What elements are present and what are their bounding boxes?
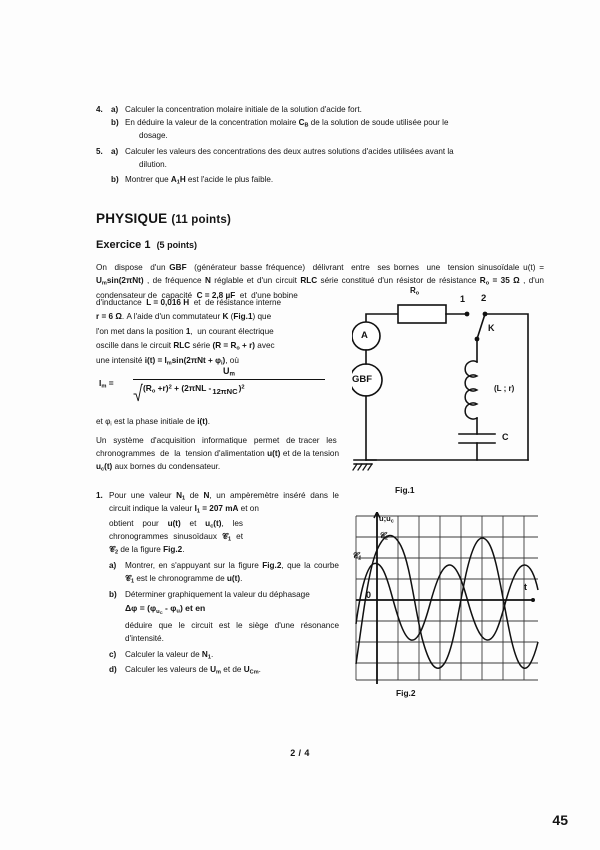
question1-number: 1.: [96, 491, 103, 500]
question1-item-a: [109, 560, 339, 586]
question1-item-b: [109, 589, 339, 646]
question-text: En déduire la valeur de la concentration molaire $C_B$ de la solution de soude utilisée pour le dosage.: [125, 117, 449, 141]
phase-note: et $\varphi_i$ est la phase initiale de i(t).: [96, 417, 210, 428]
question1-item-d: [109, 664, 339, 677]
question1-letter-b: b): [109, 590, 117, 600]
switch-position-1-label: 1: [460, 294, 466, 304]
question1-text-b: Déterminer graphiquement la valeur du déphasage $\Delta\varphi = (\varphi_{u_C} - \varphi_u)$ et en déduire que le circuit est le siège d'une résonance d'intensité.: [125, 590, 339, 643]
origin-label: 0: [366, 590, 372, 600]
generator-label: GBF: [352, 374, 373, 385]
question1-stem-cont: obtient pour u(t) et $u_c(t)$, les chronogrammes sinusoïdaux 𝒞$_1$ et 𝒞$_2$ de la figure Fig.2.: [109, 518, 243, 556]
exercise-points: (5 points): [156, 240, 198, 250]
formula-lhs: $I_m$ =: [99, 378, 114, 390]
formula-im: [99, 366, 339, 410]
curve-2-label: 𝒞$_2$: [379, 530, 389, 542]
question1-block: [96, 490, 339, 678]
section-title-text: PHYSIQUE: [96, 211, 168, 226]
capacitor-label: C: [502, 432, 509, 442]
figure-1-caption: Fig.1: [395, 485, 415, 495]
page-corner-number: 45: [552, 812, 568, 828]
question1-letter-d: d): [109, 665, 117, 675]
question-item: [111, 146, 544, 172]
chimie-questions: [96, 104, 544, 189]
left-text-column: [96, 296, 339, 370]
y-axis-label: $u;u_c$: [379, 514, 394, 525]
question-text: Calculer la concentration molaire initiale de la solution d'acide fort.: [125, 105, 362, 114]
question-number: 4.: [96, 105, 103, 114]
curve-c1: [356, 563, 538, 640]
question-letter: b): [111, 117, 119, 127]
question1-text-c: Calculer la valeur de $N_1$.: [125, 649, 214, 661]
page-footer: 2 / 4: [290, 748, 310, 758]
left-col-line5: une intensité $i(t) = I_m\sin(2\pi Nt + \varphi_i)$, où: [96, 356, 239, 367]
section-title-physique: [96, 211, 231, 226]
curve-c2: [356, 536, 538, 669]
left-col-line4: oscille dans le circuit RLC série $(R = R_o + r)$ avec: [96, 340, 275, 352]
intro-paragraph: On dispose d'un GBF (générateur basse fréquence) délivrant entre ses bornes une tension sinusoïdale $u(t) = U_m\sin(2\pi Nt)$ , de fréquence N réglable et d'un circuit RLC série constitué d'un résistor de résistance $R_o = 35$ Ω , d'un condensateur de capacité C = 2,8 µF et d'une bobine: [96, 263, 544, 300]
figure-1-circuit: [352, 286, 542, 484]
question1-text-a: Montrer, en s'appuyant sur la figure Fig.2, que la courbe 𝒞$_1$ est le chronogramme de u(t).: [125, 560, 339, 585]
formula-numerator: $U_m$: [223, 366, 235, 378]
curve-1-label: 𝒞$_1$: [352, 550, 362, 562]
acquisition-note: Un système d'acquisition informatique permet de tracer les chronogrammes de la tension d'alimentation u(t) et de la tension $u_c(t)$ aux bornes du condensateur.: [96, 435, 340, 473]
question-item: [111, 174, 544, 187]
switch-position-2-label: 2: [481, 293, 487, 304]
square-root-icon: [133, 383, 143, 402]
question-item: [111, 117, 544, 143]
question-text: Montrer que $A_1H$ est l'acide le plus faible.: [125, 175, 274, 186]
question-letter: a): [111, 146, 119, 156]
switch-label: K: [488, 323, 495, 333]
exercise-title-text: Exercice 1: [96, 239, 151, 251]
question1-letter-a: a): [109, 560, 117, 570]
question1-stem: [96, 490, 339, 517]
question-group-5: [96, 146, 544, 188]
formula-fraction: [133, 366, 325, 397]
resistor-label: $R_o$: [410, 286, 420, 297]
post-formula-text: [96, 415, 339, 477]
formula-denominator: $(R_o +r)^2 + (2\pi NL$ -12πNC)$^2$: [133, 380, 325, 397]
question-number: 5.: [96, 146, 103, 156]
figure-2-caption: Fig.2: [396, 688, 416, 698]
inner-denominator: 2πNC: [216, 387, 238, 397]
question-letter: b): [111, 175, 119, 185]
question-item: [111, 104, 544, 117]
x-axis-label: t: [524, 582, 527, 592]
question1-text-d: Calculer les valeurs de $U_m$ et de $U_{Cm}$.: [125, 665, 261, 676]
inner-numerator: 1: [212, 387, 217, 397]
question1-letter-c: c): [109, 649, 117, 659]
left-col-line2: r = 6 Ω. A l'aide d'un commutateur K (Fig.1) que: [96, 312, 272, 322]
question-letter: a): [111, 105, 119, 114]
exercise-title: [96, 239, 197, 251]
question-group-4: [96, 104, 544, 143]
coil-label: (L ; r): [494, 384, 515, 393]
figure-2-chronograms: [352, 512, 542, 687]
ammeter-label: A: [361, 330, 368, 341]
inner-fraction: [212, 386, 237, 397]
question-text: Calculer les valeurs des concentrations des deux autres solutions d'acides utilisées avant la dilution.: [125, 146, 454, 169]
question1-item-c: [109, 649, 339, 662]
left-col-line1: d'inductance L = 0,016 H et de résistance interne: [96, 298, 282, 307]
question1-stem-text: Pour une valeur $N_1$ de N, un ampèremètre inséré dans le circuit indique la valeur $I_1 = 207$ mA et on: [109, 491, 339, 515]
left-col-line3: l'on met dans la position 1, un courant électrique: [96, 326, 274, 336]
section-points: (11 points): [171, 214, 232, 226]
